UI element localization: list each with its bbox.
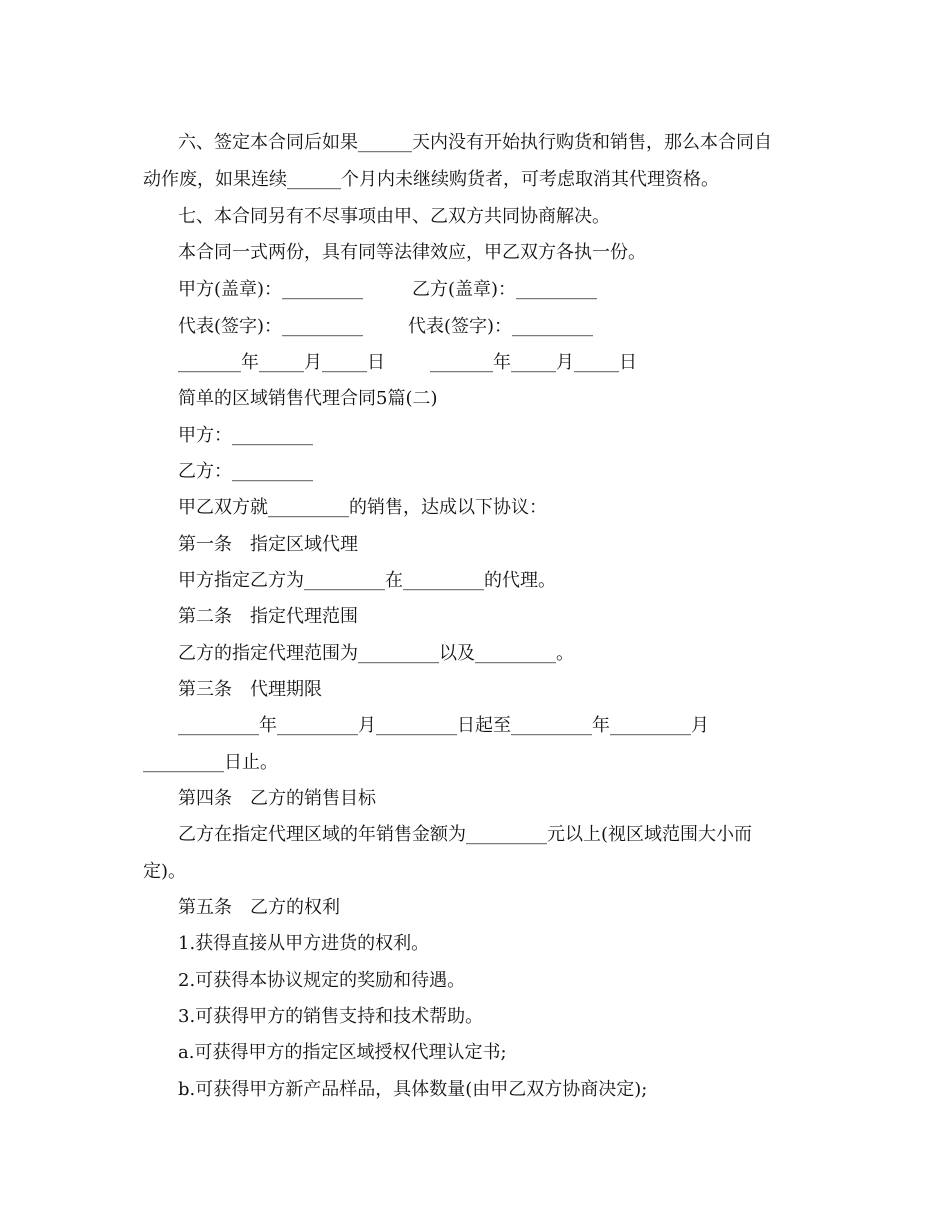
article-2-title: 第二条 指定代理范围 [178,606,358,627]
article-4-title: 第四条 乙方的销售目标 [178,788,376,809]
right-item-3b: b.可获得甲方新产品样品，具体数量(由甲乙双方协商决定); [178,1079,648,1100]
copies-statement: 本合同一式两份，具有同等法律效应，甲乙双方各执一份。 [178,242,646,263]
article-5-title: 第五条 乙方的权利 [178,897,340,918]
article-1-title: 第一条 指定区域代理 [178,534,358,555]
right-item-3a: a.可获得甲方的指定区域授权代理认定书; [178,1042,507,1063]
party-a-seal-field: 甲方(盖章)：_________ [178,279,364,300]
clause-6-line-2: 动作废，如果连续______个月内未继续购货者，可考虑取消其代理资格。 [143,169,719,190]
party-b-seal-field: 乙方(盖章)：_________ [412,279,598,300]
right-item-3: 3.可获得甲方的销售支持和技术帮助。 [178,1006,484,1027]
clause-6-line-1: 六、签定本合同后如果______天内没有开始执行购货和销售，那么本合同自 [178,132,772,153]
right-item-2: 2.可获得本协议规定的奖励和待遇。 [178,970,466,991]
clause-7: 七、本合同另有不尽事项由甲、乙双方共同协商解决。 [178,206,610,227]
date-a-field: _______年_____月_____日 [178,352,385,373]
section-title: 简单的区域销售代理合同5篇(二) [178,388,438,409]
article-3-body-line-1: _________年_________月_________日起至_________年_________月 [178,715,709,736]
article-3-title: 第三条 代理期限 [178,679,322,700]
rep-a-signature-field: 代表(签字)：_________ [178,316,364,337]
article-2-body: 乙方的指定代理范围为_________以及_________。 [178,643,574,664]
party-a-field: 甲方：_________ [178,425,313,446]
rep-b-signature-field: 代表(签字)：_________ [408,316,594,337]
date-b-field: _______年_____月_____日 [430,352,637,373]
agreement-intro: 甲乙双方就_________的销售，达成以下协议： [178,497,547,518]
article-1-body: 甲方指定乙方为_________在_________的代理。 [178,570,556,591]
article-4-body-line-1: 乙方在指定代理区域的年销售金额为_________元以上(视区域范围大小而 [178,824,753,845]
article-3-body-line-2: _________日止。 [143,752,278,773]
right-item-1: 1.获得直接从甲方进货的权利。 [178,933,430,954]
article-4-body-line-2: 定)。 [143,861,187,882]
party-b-field: 乙方：_________ [178,461,313,482]
